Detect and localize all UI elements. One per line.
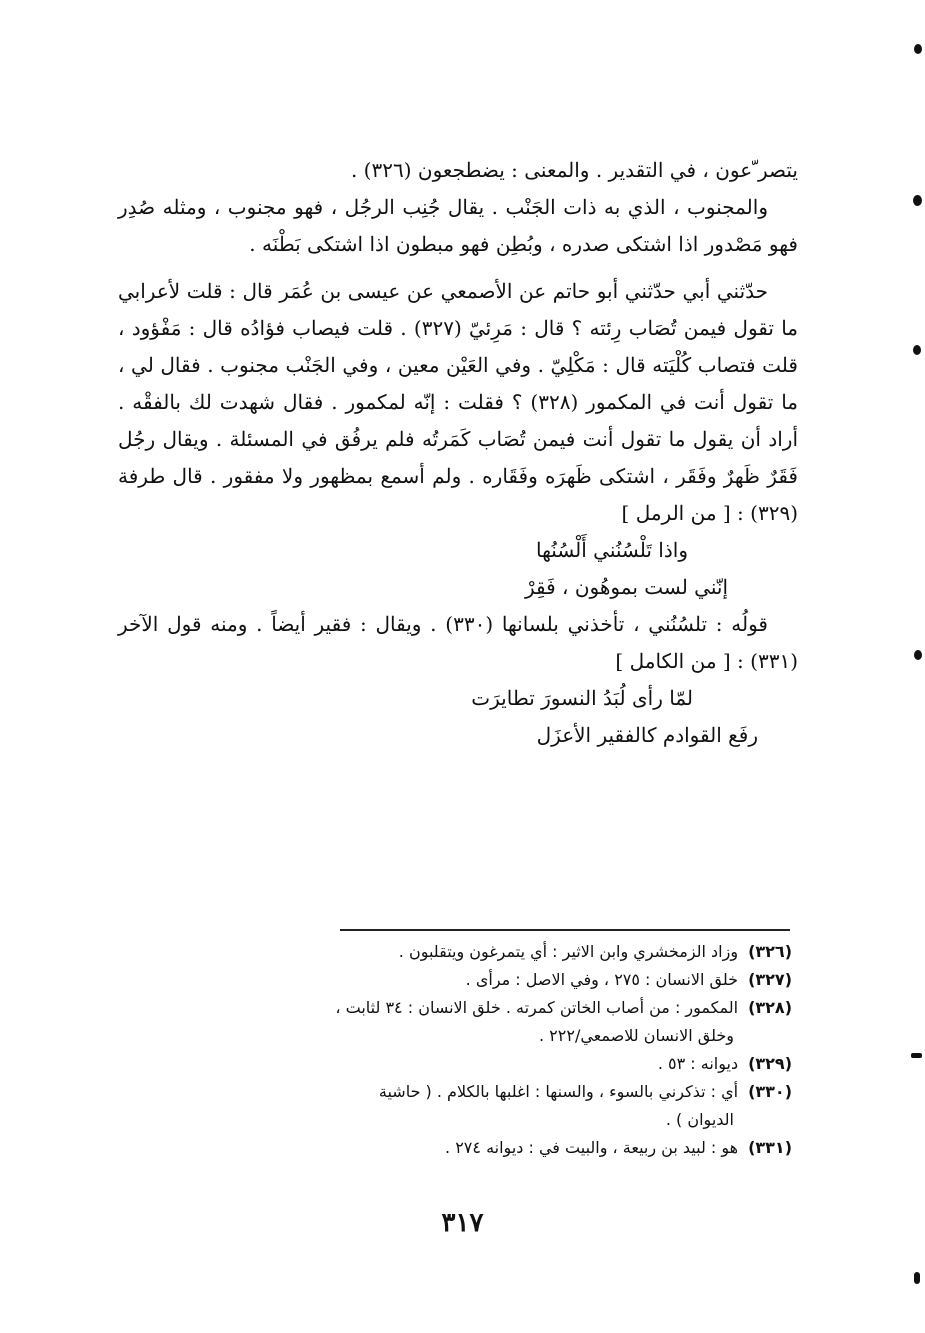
footnote-331 — [130, 1134, 792, 1162]
footnote-text: ديوانه : ٥٣ . — [657, 1054, 739, 1073]
binding-hole-mark — [913, 345, 921, 355]
footnote-330 — [130, 1078, 792, 1106]
footnote-329 — [130, 1050, 792, 1078]
footnote-number: (٣٢٧) — [748, 970, 792, 989]
binding-hole-mark — [914, 1272, 920, 1284]
verse-labid-hemistich-2: رفَع القوادم كالفقير الأعزَل — [536, 723, 758, 747]
page-number: ٣١٧ — [441, 1208, 484, 1238]
footnote-text: أي : تذكرني بالسوء ، والسنها : اغلبها بالكلام . ( حاشية — [378, 1082, 739, 1101]
main-text-block — [118, 152, 798, 754]
binding-hole-mark — [914, 650, 922, 660]
footnote-328 — [130, 994, 792, 1022]
footnote-330-continuation: الديوان ) . — [665, 1110, 734, 1129]
footnote-326 — [130, 938, 792, 966]
footnote-text: خلق الانسان : ٢٧٥ ، وفي الاصل : مرأى . — [465, 970, 739, 989]
footnote-number: (٣٣٠) — [748, 1082, 792, 1101]
footnote-text: هو : لبيد بن ربيعة ، والبيت في : ديوانه ٢٧٤ . — [445, 1138, 739, 1157]
paragraph-1: يتصر ّعون ، في التقدير . والمعنى : يضطجعون (٣٢٦) . — [350, 158, 798, 182]
binding-hole-mark — [913, 195, 922, 206]
paragraph-3: حدّثني أبي حدّثني أبو حاتم عن الأصمعي عن عيسى بن عُمَر قال : قلت لأعرابي ما تقول فيمن تُصَاب رِئته ؟ قال : مَرِئيّ (٣٢٧) . قلت فيصاب فؤادُه قال : مَفْؤود ، قلت فتصاب كُلْيَته قال : مَكْلِيّ . وفي العَيْن معين ، وفي الجَنْب مجنوب . فقال لي ، ما تقول أنت في المكمور (٣٢٨) ؟ فقلت : إنّه لمكمور . فقال شهدت لك بالفقْه . أراد أن يقول ما تقول أنت فيمن تُصَاب كَمَرتُه فلم يرفُق في المسئلة . ويقال رجُل فَقَرٌ ظَهرٌ وفَقَر ، اشتكى ظَهرَه وفَقَاره . ولم أسمع بمظهور ولا مفقور . قال طرفة (٣٢٩) : [ من الرمل ] — [118, 279, 799, 525]
footnote-327 — [130, 966, 792, 994]
footnote-divider — [340, 929, 790, 931]
binding-hole-mark — [914, 44, 922, 54]
paragraph-2: والمجنوب ، الذي به ذات الجَنْب . يقال جُنِب الرجُل ، فهو مجنوب ، ومثله صُدِر فهو مَصْدور اذا اشتكى صدره ، وبُطِن فهو مبطون اذا اشتكى بَطْنَه . — [118, 195, 798, 256]
footnote-number: (٣٢٩) — [748, 1054, 792, 1073]
paragraph-4: قولُه : تلسُنُني ، تأخذني بلسانها (٣٣٠) . ويقال : فقير أيضاً . ومنه قول الآخر (٣٣١) : [ من الكامل ] — [118, 612, 798, 673]
footnote-328-continuation: وخلق الانسان للاصمعي/٢٢٢ . — [538, 1026, 734, 1045]
footnote-text: المكمور : من أصاب الخاتن كمرته . خلق الانسان : ٣٤ لثابت ، — [335, 998, 739, 1017]
verse-tarafa-hemistich-1: واذا تَلْسُنُني أَلْسُنُها — [535, 538, 688, 562]
footnotes-section — [130, 938, 792, 1162]
verse-tarafa-hemistich-2: إنّني لست بموهُون ، فَقِرْ — [524, 575, 728, 599]
footnote-number: (٣٢٨) — [748, 998, 792, 1017]
verse-labid-hemistich-1: لمّا رأى لُبَدُ النسورَ تطايرَت — [471, 686, 693, 710]
footnote-text: وزاد الزمخشري وابن الاثير : أي يتمرغون ويتقلبون . — [398, 942, 739, 961]
binding-hole-mark — [911, 1053, 922, 1058]
footnote-number: (٣٢٦) — [748, 942, 792, 961]
footnote-number: (٣٣١) — [748, 1138, 792, 1157]
